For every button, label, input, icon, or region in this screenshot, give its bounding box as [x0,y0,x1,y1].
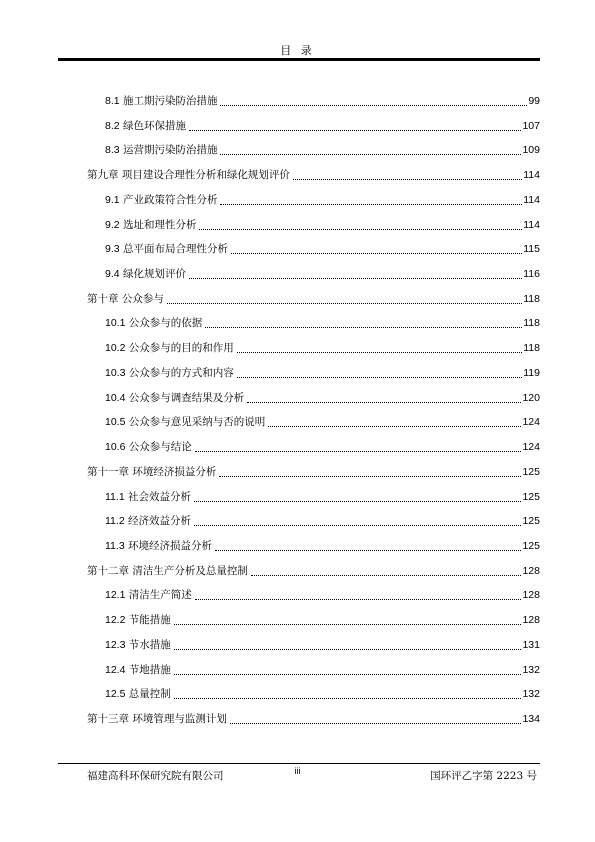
toc-chapter-entry[interactable] [0,713,595,738]
toc-page-number: 114 [523,169,540,182]
toc-section-entry[interactable] [0,120,595,145]
toc-page-number: 125 [522,465,540,478]
toc-entry-title: 运营期污染防治措施 [122,144,218,157]
toc-entry-label [105,243,230,256]
toc-section-entry[interactable] [0,441,595,466]
header-rule [58,58,540,61]
toc-entry-title: 环境经济损益分析 [128,539,213,552]
toc-entry-label [105,268,188,281]
toc-section-number: 12.1 [105,589,126,602]
toc-page-number: 114 [523,193,540,206]
toc-page-number: 120 [522,391,540,404]
toc-section-number: 10.3 [105,366,126,379]
toc-entry-label [105,639,173,652]
toc-leader-dots [293,169,522,180]
toc-page-number: 114 [523,218,540,231]
toc-section-number: 8.1 [105,95,120,107]
toc-entry-title: 公众参与的方式和内容 [128,366,234,379]
toc-page-number: 124 [522,441,540,454]
toc-entry-label [87,293,166,306]
toc-page-number: 128 [522,564,540,577]
toc-page-number: 116 [523,268,540,281]
toc-section-number: 11.1 [105,490,125,503]
toc-leader-dots [251,565,522,576]
toc-entry-label [87,565,250,578]
footer-page-number: iii [294,766,301,776]
toc-section-number: 12.2 [105,614,126,627]
toc-leader-dots [189,268,522,279]
toc-entry-title: 公众参与的依据 [128,317,203,330]
toc-entry-title: 绿色环保措施 [122,119,186,132]
toc-section-number: 10.1 [105,317,126,330]
toc-page-number: 128 [522,589,540,602]
toc-leader-dots [205,317,522,328]
toc-section-number: 12.4 [105,663,126,676]
toc-entry-label [105,416,267,429]
toc-entry-title: 公众参与结论 [128,441,192,454]
toc-section-entry[interactable] [0,144,595,169]
toc-entry-title: 公众参与意见采纳与否的说明 [128,416,266,429]
toc-leader-dots [174,639,522,650]
toc-section-number: 11.3 [105,539,125,552]
toc-leader-dots [237,342,522,353]
toc-entry-label [105,688,173,701]
toc-leader-dots [231,243,522,254]
toc-leader-dots [194,515,521,526]
toc-section-entry[interactable] [0,392,595,417]
toc-leader-dots [189,120,522,131]
toc-leader-dots [174,688,522,699]
toc-leader-dots [174,664,522,675]
toc-section-number: 12.3 [105,638,126,651]
toc-section-number: 11.2 [105,515,125,528]
toc-chapter-entry[interactable] [0,466,595,491]
toc-section-number: 10.4 [105,391,126,404]
toc-entry-title: 社会效益分析 [128,490,192,503]
toc-entry-title: 第十三章 环境管理与监测计划 [87,712,227,725]
toc-leader-dots [220,144,521,155]
toc-entry-title: 第九章 项目建设合理性分析和绿化规划评价 [87,169,290,182]
toc-page-number: 118 [523,317,540,330]
toc-section-entry[interactable] [0,342,595,367]
toc-leader-dots [247,392,521,403]
toc-entry-label [105,367,236,380]
page-title: 目 录 [280,44,315,57]
toc-leader-dots [199,219,522,230]
toc-section-entry[interactable] [0,491,595,516]
toc-leader-dots [174,614,522,625]
toc-section-number: 9.2 [105,218,120,231]
toc-entry-label [87,713,229,726]
toc-page-number: 132 [522,688,540,701]
footer-company: 福建高科环保研究院有限公司 [87,770,224,782]
toc-section-number: 10.6 [105,441,126,454]
toc-section-entry[interactable] [0,540,595,565]
toc-entry-label [105,664,173,677]
toc-leader-dots [167,293,522,304]
toc-section-entry[interactable] [0,317,595,342]
toc-section-entry[interactable] [0,367,595,392]
toc-page-number: 125 [522,490,540,503]
toc-chapter-entry[interactable] [0,565,595,590]
toc-entry-label [105,194,219,207]
toc-section-entry[interactable] [0,639,595,664]
toc-entry-label [105,614,173,627]
toc-section-entry[interactable] [0,219,595,244]
toc-section-entry[interactable] [0,664,595,689]
toc-section-number: 10.2 [105,342,126,355]
toc-leader-dots [237,367,522,378]
toc-section-number: 10.5 [105,416,126,429]
toc-entry-label [105,392,246,405]
toc-entry-label [87,466,218,479]
toc-page-number: 118 [523,342,540,355]
toc-section-entry[interactable] [0,194,595,219]
toc-entry-title: 绿化规划评价 [122,268,186,281]
footer-license: 国环评乙字第 2223 号 [430,770,537,782]
toc-entry-label [105,491,193,504]
toc-page-number: 124 [522,416,540,429]
toc-section-entry[interactable] [0,416,595,441]
toc-section-entry[interactable] [0,243,595,268]
toc-section-entry[interactable] [0,589,595,614]
toc-page-number: 107 [522,119,540,132]
toc-section-entry[interactable] [0,614,595,639]
toc-entry-label [105,441,194,454]
toc-entry-title: 清洁生产简述 [128,589,192,602]
toc-entry-title: 总平面布局合理性分析 [122,243,228,256]
toc-entry-title: 选址和理性分析 [122,218,197,231]
toc-entry-label [105,540,214,553]
toc-entry-title: 节能措施 [128,614,171,627]
toc-leader-dots [220,95,527,106]
toc-entry-label [105,95,219,108]
toc-leader-dots [194,491,521,502]
toc-page-number: 134 [522,712,540,725]
toc-entry-label [105,589,194,602]
toc-leader-dots [230,713,522,724]
toc-page-number: 109 [522,144,540,157]
toc-entry-title: 总量控制 [128,688,171,701]
toc-page-number: 125 [522,515,540,528]
toc-page-number: 125 [522,539,540,552]
toc-entry-label [105,515,193,528]
toc-entry-title: 施工期污染防治措施 [122,95,218,107]
toc-section-entry[interactable] [0,515,595,540]
toc-section-number: 9.4 [105,268,120,281]
toc-section-number: 9.3 [105,243,120,256]
toc-section-entry[interactable] [0,268,595,293]
toc-section-number: 9.1 [105,193,120,206]
toc-entry-label [105,219,198,232]
toc-page-number: 119 [523,366,540,379]
toc-entry-title: 产业政策符合性分析 [122,193,218,206]
toc-page-number: 132 [522,663,540,676]
toc-entry-title: 第十二章 清洁生产分析及总量控制 [87,564,248,577]
toc-page-number: 131 [522,638,540,651]
toc-leader-dots [219,466,521,477]
toc-entry-title: 公众参与调查结果及分析 [128,391,245,404]
toc-leader-dots [215,540,521,551]
toc-leader-dots [220,194,522,205]
toc-leader-dots [195,441,522,452]
toc-entry-title: 第十一章 环境经济损益分析 [87,465,217,478]
toc-leader-dots [268,416,521,427]
footer-rule [58,763,540,764]
toc-page-number: 115 [523,243,540,256]
toc-section-entry[interactable] [0,95,595,120]
toc-section-number: 8.2 [105,119,120,132]
table-of-contents [0,95,595,738]
toc-page-number: 118 [523,292,540,305]
toc-chapter-entry[interactable] [0,293,595,318]
toc-entry-title: 经济效益分析 [128,515,192,528]
toc-entry-label [105,144,219,157]
toc-leader-dots [195,589,522,600]
toc-entry-title: 节地措施 [128,663,171,676]
toc-entry-title: 第十章 公众参与 [87,292,164,305]
toc-section-number: 12.5 [105,688,126,701]
toc-entry-title: 公众参与的目的和作用 [128,342,234,355]
toc-chapter-entry[interactable] [0,169,595,194]
toc-entry-label [105,317,204,330]
toc-page-number: 99 [528,95,540,107]
toc-section-entry[interactable] [0,688,595,713]
toc-page-number: 128 [522,614,540,627]
toc-section-number: 8.3 [105,144,120,157]
toc-entry-label [87,169,292,182]
toc-entry-title: 节水措施 [128,638,171,651]
toc-entry-label [105,120,188,133]
toc-entry-label [105,342,236,355]
